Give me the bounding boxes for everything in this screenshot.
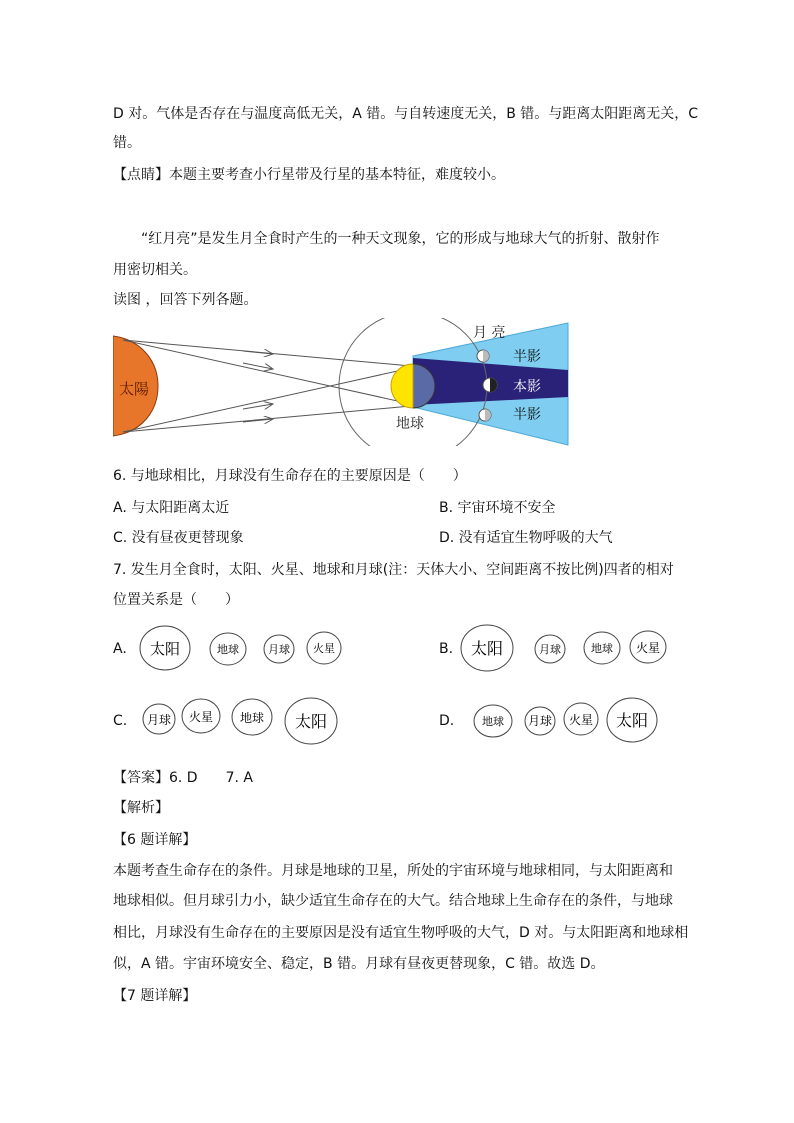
body-label: 太阳: [470, 639, 504, 658]
q6-detail-heading: 【6 题详解】: [113, 832, 197, 848]
sun-label: 太陽: [119, 380, 150, 398]
body-label: 地球: [217, 643, 239, 656]
instruction-line: 读图 ，回答下列各题。: [113, 292, 258, 308]
analysis-heading: 【解析】: [113, 800, 169, 816]
text-line: D 对。气体是否存在与温度高低无关，A 错。与自转速度无关，B 错。与距离太阳距离无关，C: [113, 106, 699, 122]
explanation-line: 相比，月球没有生命存在的主要原因是没有适宜生物呼吸的大气，D 对。与太阳距离和地球相: [113, 925, 689, 941]
penumbra-label-bottom: 半影: [513, 407, 541, 423]
explanation-line: 地球相似。但月球引力小，缺少适宜生命存在的大气。结合地球上生命存在的条件，与地球: [113, 893, 673, 909]
explanation-line: 似，A 错。宇宙环境安全、稳定，B 错。月球有昼夜更替现象，C 错。故选 D。: [113, 956, 605, 972]
sun-ray: [123, 340, 411, 404]
q7-option-a-label[interactable]: A.: [113, 641, 127, 657]
q6-option-c[interactable]: C. 没有昼夜更替现象: [113, 530, 244, 546]
body-label: 太阳: [294, 712, 328, 731]
q6-option-b[interactable]: B. 宇宙环境不安全: [439, 500, 556, 516]
body-label: 月球: [539, 643, 561, 656]
text-line: 错。: [113, 135, 141, 151]
body-label: 地球: [591, 642, 613, 655]
body-label: 月球: [527, 714, 553, 728]
body-label: 火星: [188, 710, 214, 724]
body-label: 地球: [239, 711, 265, 725]
body-label: 太阳: [149, 640, 181, 658]
body-label: 火星: [313, 642, 335, 655]
q7-option-d-label[interactable]: D.: [439, 713, 455, 729]
body-label: 火星: [568, 713, 594, 727]
body-label: 太阳: [615, 711, 649, 730]
tip-line: 【点睛】本题主要考查小行星带及行星的基本特征，难度较小。: [113, 167, 505, 183]
body-label: 地球: [482, 715, 504, 728]
intro-line: 用密切相关。: [113, 262, 197, 278]
q6-option-a[interactable]: A. 与太阳距离太近: [113, 500, 230, 516]
q7-option-b-diagram: [458, 622, 673, 674]
q7-option-b-label[interactable]: B.: [439, 641, 454, 657]
q7-option-c-diagram: [135, 694, 350, 746]
q7-option-d-diagram: [470, 694, 670, 746]
intro-line: “红月亮”是发生月全食时产生的一种天文现象，它的形成与地球大气的折射、散射作: [141, 231, 660, 247]
earth-label: 地球: [396, 416, 424, 432]
lunar-eclipse-diagram: [113, 318, 571, 446]
moon-label: 月 亮: [473, 325, 506, 341]
umbra-label: 本影: [513, 379, 541, 395]
body-label: 月球: [268, 643, 290, 656]
body-label: 火星: [635, 641, 661, 655]
q7-detail-heading: 【7 题详解】: [113, 988, 197, 1004]
body-label: 月球: [146, 713, 172, 727]
penumbra-label-top: 半影: [513, 349, 541, 365]
sun-ray: [123, 406, 411, 432]
question-7-stem: 位置关系是（ ）: [113, 592, 239, 608]
q7-option-a-diagram: [135, 622, 350, 674]
question-7-stem: 7. 发生月全食时，太阳、火星、地球和月球(注：天体大小、空间距离不按比例)四者的相对: [113, 562, 674, 578]
answer-line: 【答案】6. D 7. A: [113, 770, 253, 786]
q7-option-c-label[interactable]: C.: [113, 713, 128, 729]
sun-ray: [123, 368, 411, 432]
explanation-line: 本题考查生命存在的条件。月球是地球的卫星，所处的宇宙环境与地球相同，与太阳距离和: [113, 863, 673, 879]
q6-option-d[interactable]: D. 没有适宜生物呼吸的大气: [439, 530, 613, 546]
question-6-stem: 6. 与地球相比，月球没有生命存在的主要原因是（ ）: [113, 468, 467, 484]
